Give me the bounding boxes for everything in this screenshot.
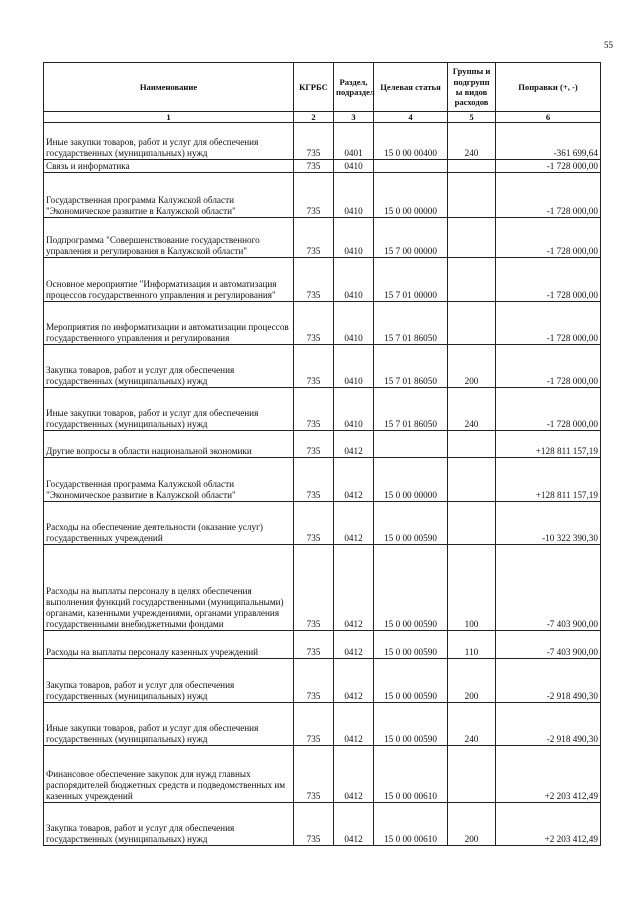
table-header-row <box>44 63 601 112</box>
row-section: 0410 <box>334 345 374 388</box>
col-number: 3 <box>334 112 374 123</box>
row-amount: -1 728 000,00 <box>496 160 601 173</box>
col-number: 4 <box>374 112 448 123</box>
table-row <box>44 746 601 803</box>
row-name: Расходы на выплаты персоналу в целях обеспечения выполнения функций государственными (муниципальными) органами, казенными учреждениями, органами управления государственными внебюджетными фондами <box>44 545 294 631</box>
row-kgrbs: 735 <box>294 345 334 388</box>
row-amount: -1 728 000,00 <box>496 218 601 258</box>
row-name: Расходы на выплаты персоналу казенных учреждений <box>44 631 294 659</box>
table-row <box>44 218 601 258</box>
row-kgrbs: 735 <box>294 502 334 545</box>
row-group: 240 <box>448 388 496 431</box>
row-kgrbs: 735 <box>294 703 334 746</box>
col-number: 5 <box>448 112 496 123</box>
row-amount: -7 403 900,00 <box>496 545 601 631</box>
header-name: Наименование <box>44 63 294 112</box>
row-group <box>448 431 496 458</box>
row-amount: -2 918 490,30 <box>496 659 601 703</box>
row-group: 100 <box>448 545 496 631</box>
row-amount: +2 203 412,49 <box>496 803 601 846</box>
row-kgrbs: 735 <box>294 631 334 659</box>
header-amendments: Поправки (+, -) <box>496 63 601 112</box>
row-kgrbs: 735 <box>294 123 334 160</box>
row-section: 0401 <box>334 123 374 160</box>
table-row <box>44 545 601 631</box>
row-section: 0410 <box>334 173 374 218</box>
row-group: 240 <box>448 123 496 160</box>
row-section: 0412 <box>334 502 374 545</box>
table-row <box>44 458 601 502</box>
column-number-row <box>44 112 601 123</box>
table-row <box>44 173 601 218</box>
header-target: Целевая статья <box>374 63 448 112</box>
row-kgrbs: 735 <box>294 659 334 703</box>
row-group: 200 <box>448 345 496 388</box>
row-amount: -10 322 390,30 <box>496 502 601 545</box>
table-row <box>44 258 601 302</box>
row-target: 15 0 00 00400 <box>374 123 448 160</box>
row-section: 0410 <box>334 258 374 302</box>
budget-amendments-table <box>43 62 601 846</box>
row-amount: -1 728 000,00 <box>496 302 601 345</box>
row-target: 15 7 01 00000 <box>374 258 448 302</box>
row-group <box>448 173 496 218</box>
row-group: 240 <box>448 703 496 746</box>
row-amount: -2 918 490,30 <box>496 703 601 746</box>
row-name: Расходы на обеспечение деятельности (оказание услуг) государственных учреждений <box>44 502 294 545</box>
row-amount: -1 728 000,00 <box>496 388 601 431</box>
row-kgrbs: 735 <box>294 803 334 846</box>
row-target: 15 7 01 86050 <box>374 345 448 388</box>
row-target: 15 7 00 00000 <box>374 218 448 258</box>
table-row <box>44 302 601 345</box>
row-kgrbs: 735 <box>294 218 334 258</box>
table-row <box>44 431 601 458</box>
row-section: 0410 <box>334 302 374 345</box>
row-target: 15 0 00 00000 <box>374 458 448 502</box>
row-target: 15 0 00 00590 <box>374 502 448 545</box>
table-row <box>44 123 601 160</box>
row-target <box>374 431 448 458</box>
row-section: 0412 <box>334 458 374 502</box>
page-number: 55 <box>604 40 613 50</box>
row-amount: -1 728 000,00 <box>496 258 601 302</box>
table-row <box>44 502 601 545</box>
row-group: 200 <box>448 659 496 703</box>
row-target: 15 0 00 00610 <box>374 746 448 803</box>
row-amount: -1 728 000,00 <box>496 173 601 218</box>
row-kgrbs: 735 <box>294 545 334 631</box>
row-name: Иные закупки товаров, работ и услуг для обеспечения государственных (муниципальных) нужд <box>44 123 294 160</box>
table-row <box>44 388 601 431</box>
row-group <box>448 258 496 302</box>
row-section: 0412 <box>334 659 374 703</box>
row-name: Связь и информатика <box>44 160 294 173</box>
row-section: 0412 <box>334 631 374 659</box>
row-target: 15 0 00 00610 <box>374 803 448 846</box>
row-section: 0410 <box>334 218 374 258</box>
col-number: 6 <box>496 112 601 123</box>
row-kgrbs: 735 <box>294 388 334 431</box>
col-number: 2 <box>294 112 334 123</box>
row-name: Мероприятия по информатизации и автоматизации процессов государственного управления и регулирования <box>44 302 294 345</box>
header-kgrbs: КГРБС <box>294 63 334 112</box>
row-group <box>448 502 496 545</box>
row-group: 200 <box>448 803 496 846</box>
row-group <box>448 746 496 803</box>
row-target: 15 0 00 00590 <box>374 631 448 659</box>
row-section: 0412 <box>334 803 374 846</box>
row-target: 15 0 00 00590 <box>374 659 448 703</box>
row-name: Основное мероприятие "Информатизация и автоматизация процессов государственного управления и регулирования" <box>44 258 294 302</box>
row-kgrbs: 735 <box>294 458 334 502</box>
row-section: 0412 <box>334 545 374 631</box>
row-group <box>448 458 496 502</box>
row-name: Подпрограмма "Совершенствование государственного управления и регулирования в Калужской области" <box>44 218 294 258</box>
row-name: Иные закупки товаров, работ и услуг для обеспечения государственных (муниципальных) нужд <box>44 388 294 431</box>
row-name: Другие вопросы в области национальной экономики <box>44 431 294 458</box>
row-kgrbs: 735 <box>294 173 334 218</box>
row-kgrbs: 735 <box>294 258 334 302</box>
row-section: 0410 <box>334 160 374 173</box>
row-name: Иные закупки товаров, работ и услуг для обеспечения государственных (муниципальных) нужд <box>44 703 294 746</box>
row-name: Закупка товаров, работ и услуг для обеспечения государственных (муниципальных) нужд <box>44 345 294 388</box>
row-section: 0412 <box>334 746 374 803</box>
col-number: 1 <box>44 112 294 123</box>
row-name: Закупка товаров, работ и услуг для обеспечения государственных (муниципальных) нужд <box>44 803 294 846</box>
row-section: 0412 <box>334 431 374 458</box>
header-groups: Группы и подгрупп ы видов расходов <box>448 63 496 112</box>
row-target: 15 0 00 00590 <box>374 545 448 631</box>
row-group <box>448 218 496 258</box>
row-name: Финансовое обеспечение закупок для нужд главных распорядителей бюджетных средств и подведомственных им казенных учреждений <box>44 746 294 803</box>
table-row <box>44 803 601 846</box>
row-target: 15 7 01 86050 <box>374 302 448 345</box>
row-amount: +2 203 412,49 <box>496 746 601 803</box>
row-target <box>374 160 448 173</box>
row-name: Закупка товаров, работ и услуг для обеспечения государственных (муниципальных) нужд <box>44 659 294 703</box>
row-name: Государственная программа Калужской области "Экономическое развитие в Калужской области" <box>44 173 294 218</box>
table-row <box>44 631 601 659</box>
table-row <box>44 345 601 388</box>
row-group: 110 <box>448 631 496 659</box>
row-target: 15 0 00 00590 <box>374 703 448 746</box>
row-kgrbs: 735 <box>294 302 334 345</box>
row-amount: -7 403 900,00 <box>496 631 601 659</box>
row-amount: +128 811 157,19 <box>496 431 601 458</box>
row-amount: -1 728 000,00 <box>496 345 601 388</box>
table-row <box>44 659 601 703</box>
row-kgrbs: 735 <box>294 431 334 458</box>
header-section: Раздел, подраздел <box>334 63 374 112</box>
table-row <box>44 160 601 173</box>
table-row <box>44 703 601 746</box>
row-kgrbs: 735 <box>294 746 334 803</box>
row-section: 0410 <box>334 388 374 431</box>
row-group <box>448 302 496 345</box>
row-target: 15 0 00 00000 <box>374 173 448 218</box>
row-amount: +128 811 157,19 <box>496 458 601 502</box>
row-name: Государственная программа Калужской области "Экономическое развитие в Калужской области" <box>44 458 294 502</box>
row-target: 15 7 01 86050 <box>374 388 448 431</box>
row-section: 0412 <box>334 703 374 746</box>
row-kgrbs: 735 <box>294 160 334 173</box>
row-amount: -361 699,64 <box>496 123 601 160</box>
row-group <box>448 160 496 173</box>
